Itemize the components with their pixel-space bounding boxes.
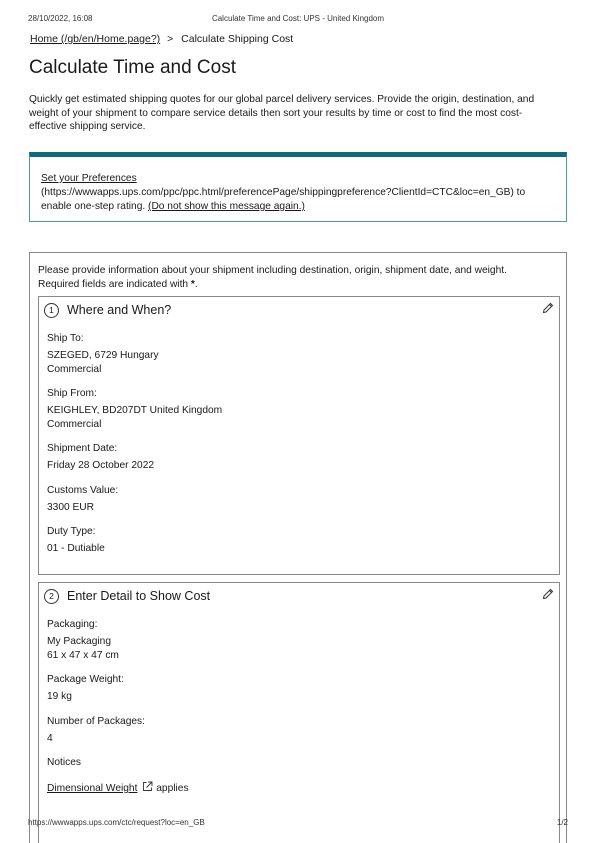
ship-from-type: Commercial bbox=[47, 419, 102, 430]
dimensional-weight-link[interactable]: Dimensional Weight bbox=[47, 783, 138, 794]
duty-type-label: Duty Type: bbox=[47, 526, 96, 537]
breadcrumb bbox=[30, 33, 293, 45]
external-link-icon[interactable] bbox=[142, 781, 153, 792]
number-of-packages-value: 4 bbox=[47, 733, 53, 744]
package-weight-field bbox=[47, 673, 124, 704]
section-title: Enter Detail to Show Cost bbox=[67, 589, 211, 603]
pencil-icon[interactable] bbox=[541, 587, 555, 601]
form-intro-line2: Required fields are indicated with bbox=[38, 279, 191, 290]
notices-label: Notices bbox=[47, 757, 81, 768]
shipment-date-label: Shipment Date: bbox=[47, 443, 118, 454]
page-title: Calculate Time and Cost bbox=[29, 57, 236, 78]
form-intro bbox=[38, 264, 558, 292]
shipment-form-panel bbox=[29, 252, 567, 843]
ship-to-label: Ship To: bbox=[47, 333, 84, 344]
section-detail-cost bbox=[38, 582, 560, 843]
packaging-type: My Packaging bbox=[47, 636, 111, 647]
form-intro-line1: Please provide information about your shipment including destination, origin, shipment date, and weight. bbox=[38, 265, 507, 276]
duty-type-field bbox=[47, 525, 105, 556]
print-header bbox=[28, 14, 568, 26]
ship-to-field bbox=[47, 332, 159, 377]
print-datetime: 28/10/2022, 16:08 bbox=[28, 14, 93, 23]
intro-text bbox=[29, 93, 563, 134]
notices-applies-text: applies bbox=[156, 783, 189, 794]
section-title: Where and When? bbox=[67, 303, 172, 317]
ship-from-label: Ship From: bbox=[47, 388, 97, 399]
preferences-url: (https://wwwapps.ups.com/ppc/ppc.html/preferencePage/shippingpreference?ClientId=CTC&loc=en_GB) to bbox=[41, 187, 526, 198]
package-weight-label: Package Weight: bbox=[47, 674, 124, 685]
print-doc-title: Calculate Time and Cost: UPS - United Kingdom bbox=[211, 14, 385, 23]
preferences-text: enable one-step rating. bbox=[41, 201, 149, 212]
dismiss-message-link[interactable]: (Do not show this message again.) bbox=[148, 201, 305, 212]
number-of-packages-label: Number of Packages: bbox=[47, 716, 145, 727]
packaging-dimensions: 61 x 47 x 47 cm bbox=[47, 650, 119, 661]
set-preferences-link[interactable]: Set your Preferences bbox=[41, 173, 137, 184]
number-of-packages-field bbox=[47, 715, 145, 746]
packaging-field bbox=[47, 618, 119, 663]
pencil-icon[interactable] bbox=[541, 301, 555, 315]
shipment-date-value: Friday 28 October 2022 bbox=[47, 460, 155, 471]
notices-field bbox=[47, 756, 189, 796]
ship-from-field bbox=[47, 387, 222, 432]
ship-to-address: SZEGED, 6729 Hungary bbox=[47, 350, 159, 361]
breadcrumb-home-link[interactable]: Home (/gb/en/Home.page?) bbox=[30, 33, 161, 45]
shipment-date-field bbox=[47, 442, 154, 473]
customs-value-label: Customs Value: bbox=[47, 485, 119, 496]
breadcrumb-current: Calculate Shipping Cost bbox=[181, 33, 294, 45]
intro-line: weight of your shipment to compare service details then sort your results by time or cost to find the most cost- bbox=[29, 107, 523, 119]
duty-type-value: 01 - Dutiable bbox=[47, 543, 105, 554]
step-number: 2 bbox=[44, 589, 59, 604]
customs-value-field bbox=[47, 484, 118, 515]
breadcrumb-separator: > bbox=[167, 33, 174, 45]
packaging-label: Packaging: bbox=[47, 619, 98, 630]
preferences-banner bbox=[29, 152, 567, 222]
print-footer-url: https://wwwapps.ups.com/ctc/request?loc=en_GB bbox=[28, 818, 205, 827]
section-where-and-when bbox=[38, 296, 560, 575]
ship-from-address: KEIGHLEY, BD207DT United Kingdom bbox=[47, 405, 223, 416]
customs-value-value: 3300 EUR bbox=[47, 502, 95, 513]
intro-line: effective shipping service. bbox=[29, 121, 146, 132]
print-page-number: 1/2 bbox=[556, 818, 568, 827]
intro-line: Quickly get estimated shipping quotes for our global parcel delivery services. Provide the origin, destination, and bbox=[29, 94, 535, 105]
required-marker: * bbox=[190, 279, 195, 290]
form-intro-end: . bbox=[194, 279, 198, 290]
step-number: 1 bbox=[44, 303, 59, 318]
ship-to-type: Commercial bbox=[47, 364, 102, 375]
package-weight-value: 19 kg bbox=[47, 691, 72, 702]
